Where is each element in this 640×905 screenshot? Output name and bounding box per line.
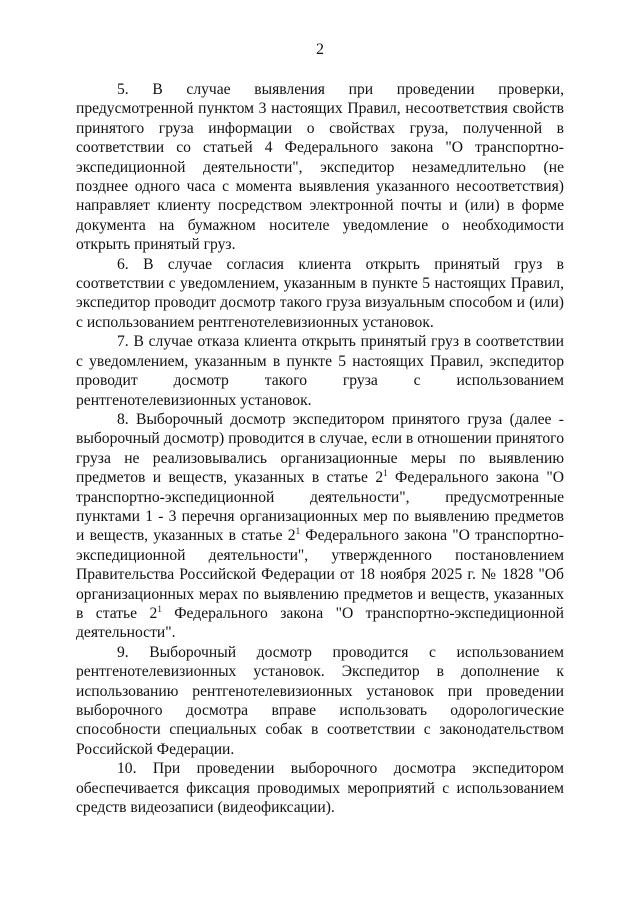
- paragraph-9: [76, 643, 564, 759]
- paragraph-5-text: 5. В случае выявления при проведении проверки, предусмотренной пунктом 3 настоящих Правил, несоответствия свойств принятого груза информации о свойствах груза, полученной в соответствии со статьей 4 Федерального закона "О транспортно-экспедиционной деятельности", экспедитор незамедлительно (не позднее одного часа с момента выявления указанного несоответствия) направляет клиенту посредством электронной почты и (или) в форме документа на бумажном носителе уведомление о необходимости открыть принятый груз.: [76, 81, 564, 254]
- superscript-1: 1: [295, 526, 301, 537]
- paragraph-8-text-d: Федерального закона "О транспортно-экспедиционной деятельности".: [76, 604, 564, 642]
- paragraph-8: [76, 410, 564, 643]
- superscript-1: 1: [383, 467, 388, 478]
- paragraph-9-text: 9. Выборочный досмотр проводится с использованием рентгенотелевизионных установок. Экспедитор в дополнение к использованию рентгенотелевизионных установок при проведении выборочного досмотра вправе использовать одорологические способности специальных собак в соответствии с законодательством Российской Федерации.: [76, 643, 564, 758]
- paragraph-7: [76, 332, 564, 410]
- document-body: [76, 80, 564, 817]
- paragraph-8-text-b: Федерального закона "О транспортно-экспедиционной деятельности", предусмотренные пунктами 1 - 3 перечня организационных мер по выявлению предметов и веществ, указанных в статье 2: [76, 469, 564, 545]
- paragraph-8-text-c: Федерального закона "О транспортно-экспедиционной деятельности", утвержденного постановлением Правительства Российской Федерации от 18 ноября 2025 г. № 1828 "Об организационных мерах по выявлению предметов и веществ, указанных в статье 2: [76, 527, 564, 622]
- paragraph-10-text: 10. При проведении выборочного досмотра экспедитором обеспечивается фиксация проводимых мероприятий с использованием средств видеозаписи (видеофиксации).: [76, 760, 564, 817]
- superscript-1: 1: [157, 603, 162, 614]
- paragraph-7-text: 7. В случае отказа клиента открыть принятый груз в соответствии с уведомлением, указанным в пункте 5 настоящих Правил, экспедитор проводит досмотр такого груза с использованием рентгенотелевизионных установок.: [76, 333, 564, 409]
- paragraph-10: [76, 759, 564, 817]
- paragraph-6-text: 6. В случае согласия клиента открыть принятый груз в соответствии с уведомлением, указанным в пункте 5 настоящих Правил, экспедитор проводит досмотр такого груза визуальным способом и (или) с использованием рентгенотелевизионных установок.: [76, 255, 564, 331]
- page-number: 2: [316, 41, 324, 58]
- paragraph-5: [76, 80, 564, 255]
- paragraph-6: [76, 255, 564, 333]
- paragraph-8-text-a: 8. Выборочный досмотр экспедитором принятого груза (далее - выборочный досмотр) проводится в случае, если в отношении принятого груза не реализовывались организационные меры по выявлению предметов и веществ, указанных в статье 2: [76, 410, 564, 487]
